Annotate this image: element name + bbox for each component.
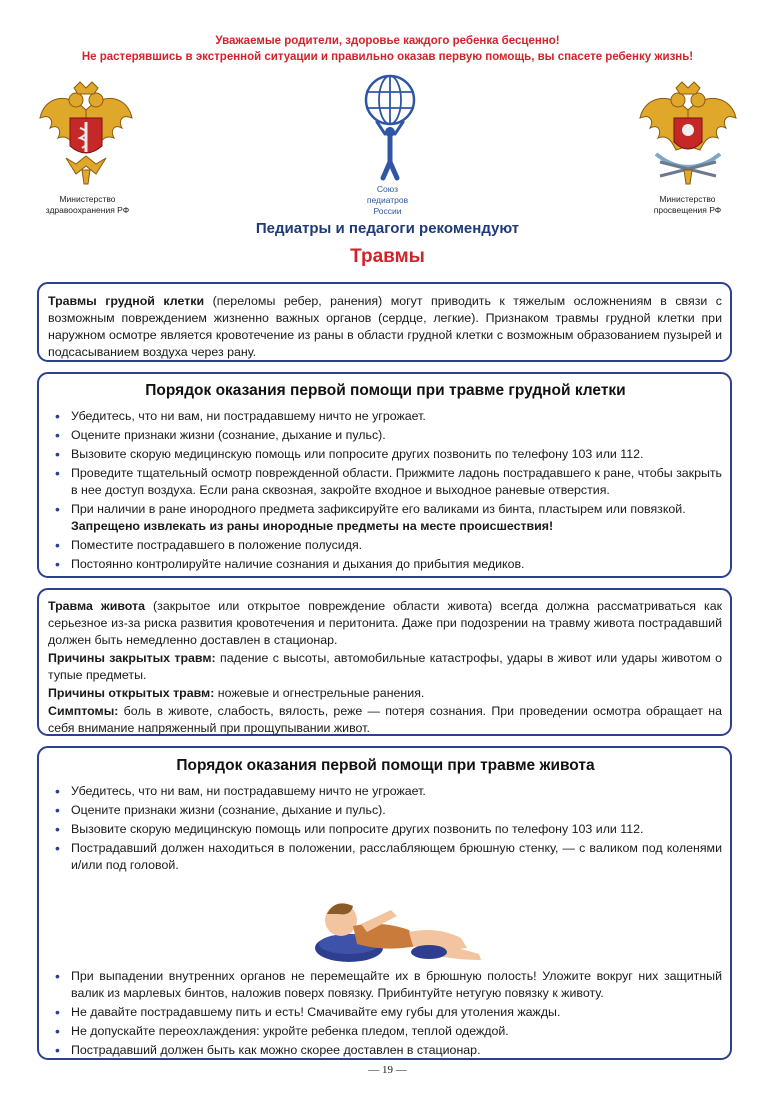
- chest-first-aid-box: [37, 372, 732, 578]
- list-item: • Постоянно контролируйте наличие сознания и дыхания до прибытия медиков.: [49, 556, 722, 573]
- list-item: • Убедитесь, что ни вам, ни пострадавшему ничто не угрожает.: [49, 408, 722, 425]
- page-number: — 19 —: [368, 1064, 407, 1076]
- left-logo-caption: Министерство здравоохранения РФ: [45, 194, 130, 215]
- pediatricians-union-logo-icon: [355, 74, 425, 184]
- abdomen-first-aid-list: [49, 783, 722, 874]
- list-item: • Вызовите скорую медицинскую помощь или попросите других позвонить по телефону 103 или 112.: [49, 821, 722, 838]
- abdomen-first-aid-box: [37, 746, 732, 1060]
- header-line-2: Не растерявшись в экстренной ситуации и правильно оказав первую помощь, вы спасете ребенку жизнь!: [81, 51, 694, 63]
- list-item: • Поместите пострадавшего в положение полусидя.: [49, 537, 722, 554]
- list-item: • Вызовите скорую медицинскую помощь или попросите других позвонить по телефону 103 или 112.: [49, 446, 722, 463]
- chest-first-aid-title: Порядок оказания первой помощи при травме грудной клетки: [145, 382, 626, 399]
- chest-first-aid-list: [49, 408, 722, 573]
- child-lying-with-pillow-illustration: [49, 876, 722, 968]
- health-ministry-emblem-icon: [36, 80, 136, 188]
- list-item: • Убедитесь, что ни вам, ни пострадавшему ничто не угрожает.: [49, 783, 722, 800]
- abdomen-first-aid-title: Порядок оказания первой помощи при травме живота: [176, 757, 595, 774]
- list-item: • При выпадении внутренних органов не перемещайте их в брюшную полость! Уложите вокруг них защитный валик из марлевых бинтов, наложив поверх повязку. Прибинтуйте нетугую повязку к животу.: [49, 968, 722, 1002]
- header-line-1: Уважаемые родители, здоровье каждого ребенка бесценно!: [215, 35, 560, 47]
- list-item: • Пострадавший должен быть как можно скорее доставлен в стационар.: [49, 1042, 722, 1059]
- open-injury-causes: Причины открытых травм: ножевые и огнестрельные ранения.: [48, 686, 425, 700]
- page-title: Травмы: [350, 246, 425, 267]
- list-item: • Оцените признаки жизни (сознание, дыхание и пульс).: [49, 427, 722, 444]
- center-logo-caption: Союз педиатров России: [366, 184, 409, 216]
- symptoms: Симптомы: боль в животе, слабость, вялость, реже — потеря сознания. При проведении осмотра обращает на себя внимание напряженный при прощупывании живот.: [48, 704, 722, 735]
- list-item: • Пострадавший должен находиться в положении, расслабляющем брюшную стенку, — с валиком под коленями и/или под головой.: [49, 840, 722, 874]
- abdomen-injury-intro-text: Травма живота (закрытое или открытое повреждение области живота) всегда должна рассматриваться как серьезное из-за риска развития кровотечения и перитонита. Даже при подозрении на травму живота пострадавший должен быть немедленно доставлен в стационар.: [48, 599, 723, 647]
- list-item: • При наличии в ране инородного предмета зафиксируйте его валиками из бинта, пластырем или повязкой. Запрещено извлекать из раны инородные предметы на месте происшествия!: [49, 501, 722, 535]
- abdomen-injury-intro-box: [37, 588, 732, 736]
- abdomen-first-aid-list-continued: [49, 968, 722, 1059]
- chest-injury-intro-box: [37, 282, 732, 362]
- closed-injury-causes: Причины закрытых травм: падение с высоты, автомобильные катастрофы, удары в живот или удары животом о тупые предметы.: [48, 651, 723, 682]
- list-item: • Оцените признаки жизни (сознание, дыхание и пульс).: [49, 802, 722, 819]
- right-logo-caption: Министерство просвещения РФ: [653, 194, 722, 215]
- list-item: • Не давайте пострадавшему пить и есть! Смачивайте ему губы для утоления жажды.: [49, 1004, 722, 1021]
- list-item: • Не допускайте переохлаждения: укройте ребенка пледом, теплой одеждой.: [49, 1023, 722, 1040]
- chest-injury-intro-text: Травмы грудной клетки (переломы ребер, ранения) могут приводить к тяжелым осложнениям в связи с возможным повреждением жизненно важных органов (сердце, легкие). Признаком травмы грудной клетки при наружном осмотре является кровотечение из раны в области грудной клетки с возможным образованием пузырей и подсасыванием воздуха через рану.: [48, 294, 722, 359]
- education-ministry-emblem-icon: [636, 80, 740, 188]
- subtitle: Педиатры и педагоги рекомендуют: [255, 220, 520, 237]
- list-item: • Проведите тщательный осмотр поврежденной области. Прижмите ладонь пострадавшего к ране, чтобы закрыть в нее доступ воздуха. Если рана сквозная, закройте входное и выходное раневые отверстия.: [49, 465, 722, 499]
